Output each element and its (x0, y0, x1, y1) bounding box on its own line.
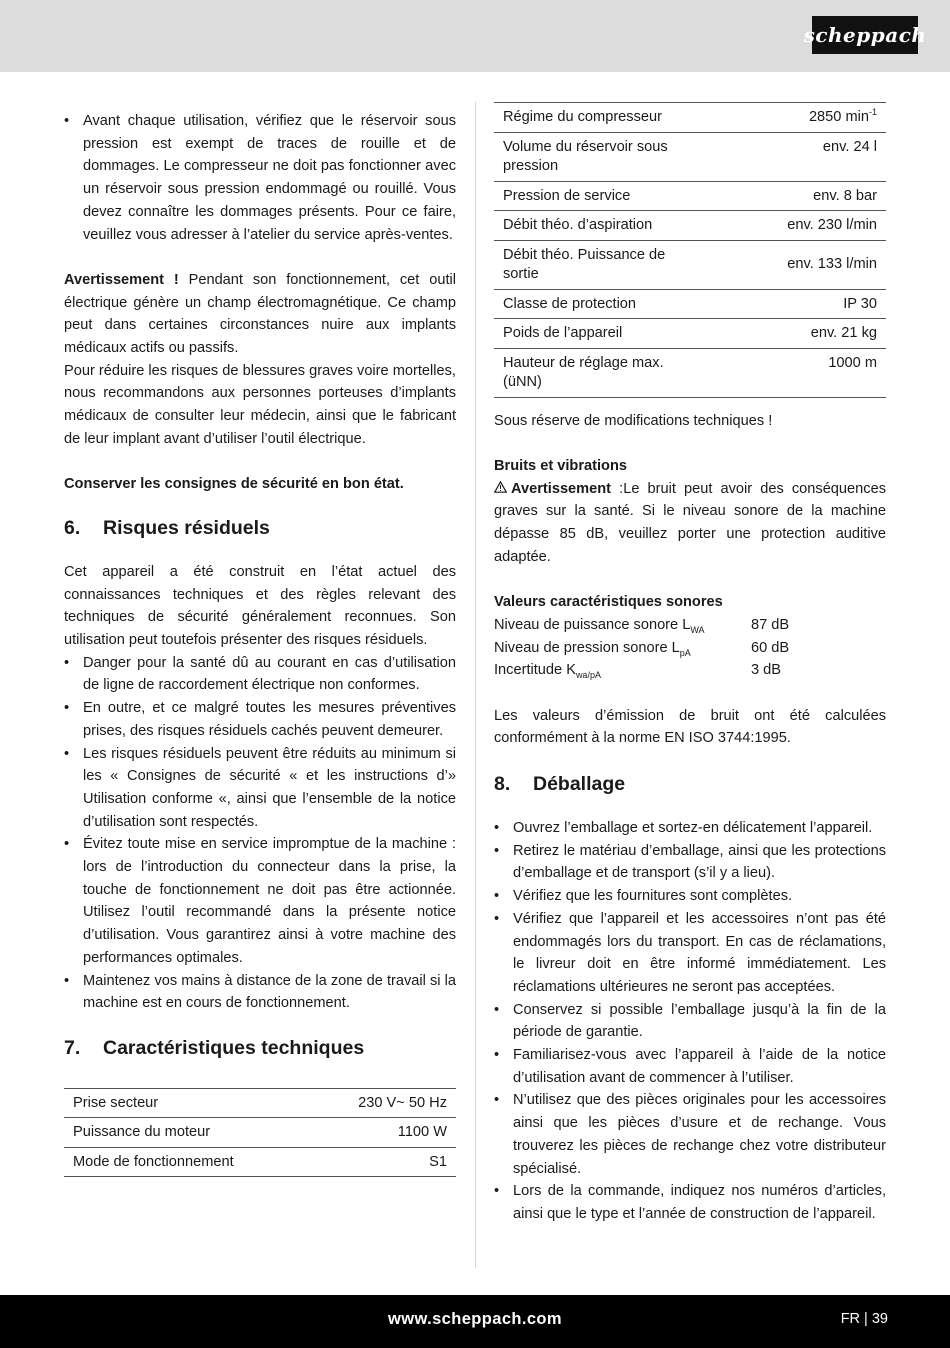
warning-triangle-icon (494, 478, 511, 501)
tech-spec-table-right (494, 102, 886, 398)
warning-label: Avertissement ! (64, 271, 179, 288)
warning-text: Pendant son fonctionnement, cet outil électrique génère un champ électromagnétique. Ce champ peut dans certaines circonstances nuire aux implants médicaux actifs ou passifs. (64, 271, 456, 357)
noise-heading: Bruits et vibrations (494, 457, 627, 474)
table-row: Débit théo. d’aspiration env. 230 l/min (494, 211, 886, 241)
section-6-heading: 6. Risques résiduels (64, 516, 270, 539)
table-row: Mode de fonctionnement S1 (64, 1147, 456, 1177)
table-row: Classe de protection IP 30 (494, 289, 886, 319)
table-row: Régime du compresseur 2850 $\min^{-1}$ (494, 103, 886, 133)
sound-values-heading: Valeurs caractéristiques sonores (494, 594, 723, 611)
right-column (494, 102, 886, 1226)
brand-logo: scheppach (812, 16, 918, 54)
residual-risks-list (64, 652, 456, 1015)
keep-instructions: Conserver les consignes de sécurité en bon état. (64, 476, 404, 493)
table-row: Volume du réservoir sous pression env. 24 l (494, 132, 886, 181)
implant-advice: Pour réduire les risques de blessures graves voire mortelles, nous recommandons aux personnes porteuses d’implants médicaux de consulter leur médecin, ainsi que le fabricant de leur implant avant d’utiliser l’outil électrique. (64, 362, 456, 447)
website-link[interactable]: www.scheppach.com (388, 1310, 562, 1328)
intro-list (64, 110, 456, 246)
list-item: • N’utilisez que des pièces originales pour les accessoires ainsi que les pièces d’usure et de rechange. Vous trouverez les pièces de rechange chez votre distributeur spécialisé. (494, 1089, 886, 1180)
table-row: Prise secteur 230 V~ 50 Hz (64, 1088, 456, 1118)
page-number: FR | 39 (840, 1311, 888, 1327)
unpacking-list (494, 817, 886, 1226)
table-row: Débit théo. Puissance de sortie env. 133 l/min (494, 240, 886, 289)
emf-warning (64, 269, 456, 360)
list-item: • Vérifiez que l’appareil et les accessoires n’ont pas été endommagés lors du transport. En cas de réclamations, le livreur doit en être informé immédiatement. Les réclamations ultérieures ne seront pas acceptées. (494, 908, 886, 999)
list-item: • Vérifiez que les fournitures sont complètes. (494, 885, 886, 908)
footer-bar (0, 1295, 950, 1348)
list-item: • Maintenez vos mains à distance de la zone de travail si la machine est en cours de fonctionnement. (64, 970, 456, 1015)
table-row: Hauteur de réglage max. (üNN) 1000 m (494, 348, 886, 397)
reserve-note: Sous réserve de modifications techniques ! (494, 412, 773, 429)
table-row: Pression de service env. 8 bar (494, 181, 886, 211)
section-8-heading: 8. Déballage (494, 773, 626, 795)
left-column (64, 110, 456, 1177)
sound-row: Niveau de pression sonore $L_{pA}$ 60 dB (494, 639, 790, 658)
list-item: • En outre, et ce malgré toutes les mesures préventives prises, des risques résiduels cachés peuvent demeurer. (64, 697, 456, 742)
warning-text: :Le bruit peut avoir des conséquences graves sur la santé. Si le niveau sonore de la machine dépasse 85 dB, veuillez porter une protection auditive adaptée. (494, 480, 886, 565)
list-item: • Avant chaque utilisation, vérifiez que le réservoir sous pression est exempt de traces de rouille et de dommages. Le compresseur ne doit pas fonctionner avec un réservoir sous pression endommagé ou rouillé. Vous devez connaître les dommages présents. Pour ce faire, veuillez vous adresser à l’atelier du service après-ventes. (64, 110, 456, 246)
list-item: • Évitez toute mise en service impromptue de la machine : lors de l’introduction du connecteur dans la prise, la touche de fonctionnement ne doit pas être actionnée. Utilisez l’outil recommandé dans la présente notice d’utilisation. Vous garantirez ainsi à votre machine des performances optimales. (64, 833, 456, 969)
list-item: • Les risques résiduels peuvent être réduits au minimum si les « Consignes de sécurité « et les instructions d’» Utilisation conforme «, ainsi que l’ensemble de la notice d’utilisation sont respectés. (64, 743, 456, 834)
sound-note: Les valeurs d’émission de bruit ont été calculées conformément à la norme EN ISO 3744:1995. (494, 707, 886, 747)
tech-spec-table-left (64, 1088, 456, 1178)
sound-row: Niveau de puissance sonore $L_{WA}$ 87 dB (494, 616, 790, 635)
table-row: Poids de l’appareil env. 21 kg (494, 319, 886, 349)
list-item: • Danger pour la santé dû au courant en cas d’utilisation de ligne de raccordement électrique non conformes. (64, 652, 456, 697)
noise-warning (494, 478, 886, 569)
section-6-intro: Cet appareil a été construit en l’état actuel des connaissances techniques et des règles relevant des techniques de sécurité généralement reconnues. Son utilisation peut toutefois présenter des risques résiduels. (64, 563, 456, 649)
warning-label: Avertissement (511, 480, 612, 497)
header-bar (0, 0, 950, 72)
list-item: • Conservez si possible l’emballage jusqu’à la fin de la période de garantie. (494, 999, 886, 1044)
sound-row: Incertitude $K_{wa/pA}$ 3 dB (494, 662, 782, 681)
list-item: • Lors de la commande, indiquez nos numéros d’articles, ainsi que le type et l’année de construction de l’appareil. (494, 1180, 886, 1225)
list-item: • Ouvrez l’emballage et sortez-en délicatement l’appareil. (494, 817, 886, 840)
section-7-heading: 7. Caractéristiques techniques (64, 1036, 365, 1059)
table-row: Puissance du moteur 1100 W (64, 1118, 456, 1148)
list-item: • Familiarisez-vous avec l’appareil à l’aide de la notice d’utilisation avant de commencer à l’utiliser. (494, 1044, 886, 1089)
column-divider (475, 102, 476, 1268)
list-item: • Retirez le matériau d’emballage, ainsi que les protections d’emballage et de transport (s’il y a lieu). (494, 840, 886, 885)
